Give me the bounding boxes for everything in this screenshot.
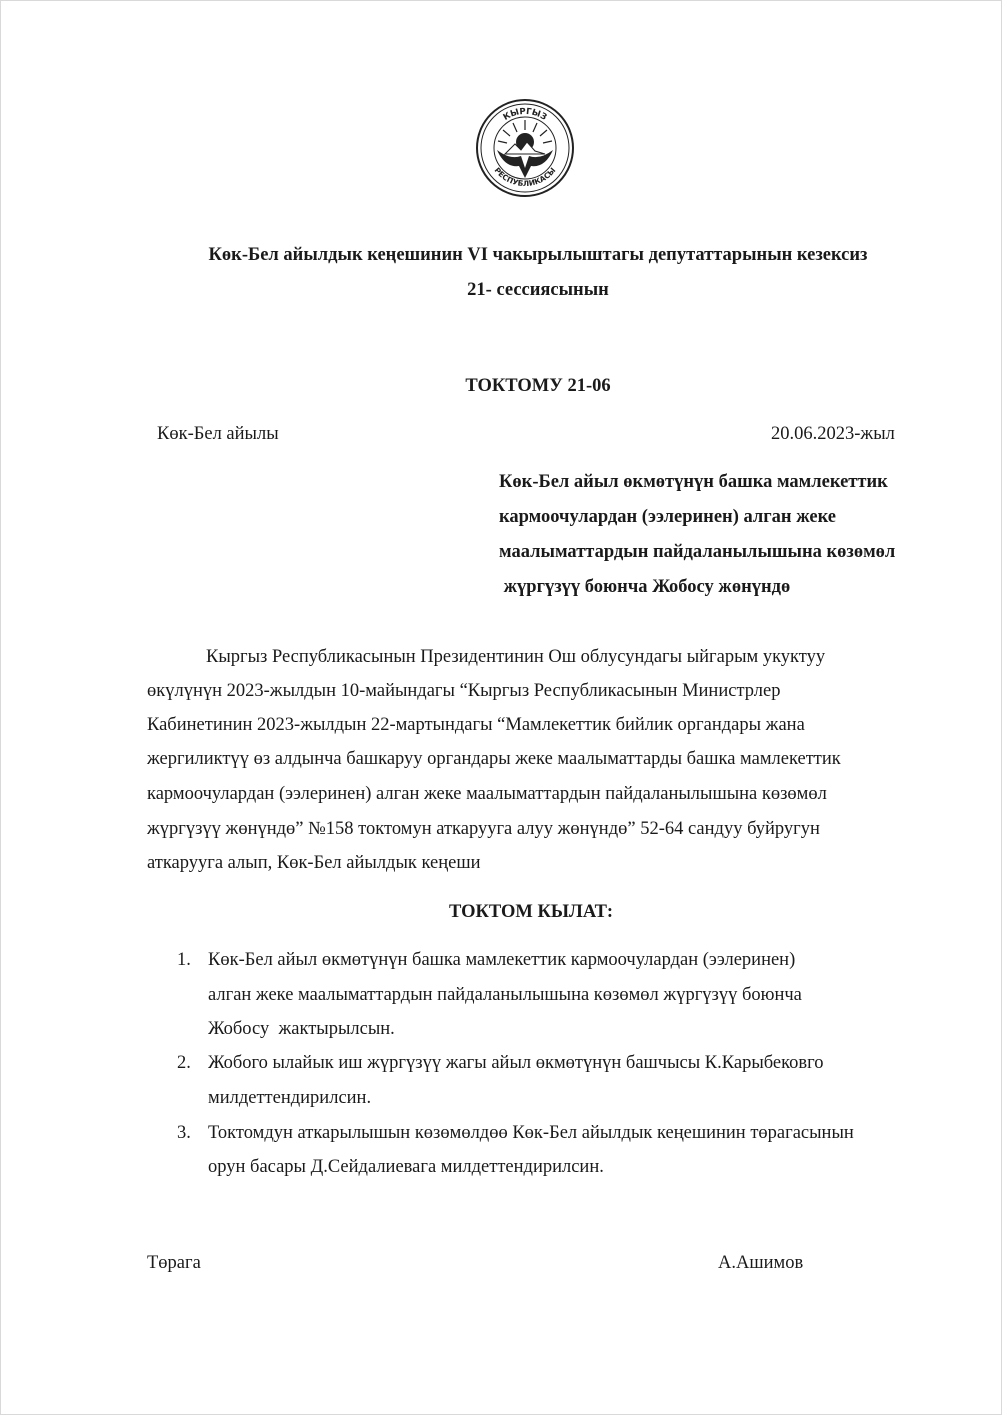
header-line-2: 21- сессиясынын bbox=[467, 280, 609, 300]
body-line: Кабинетинин 2023-жылдын 22-мартындагы “Мамлекеттик бийлик органдары жана bbox=[147, 715, 805, 735]
item-line: Көк-Бел айыл өкмөтүнүн башка мамлекеттик кармоочулардан (ээлеринен) bbox=[208, 950, 796, 970]
item-line: орун басары Д.Сейдалиевага милдеттендирилсин. bbox=[208, 1157, 604, 1177]
body-line: аткарууга алып, Көк-Бел айылдык кеңеши bbox=[147, 853, 481, 873]
body-line: жүргүзүү жөнүндө” №158 токтомун аткарууга алуу жөнүндө” 52-64 сандуу буйругун bbox=[147, 819, 820, 839]
decision-title: ТОКТОМ КЫЛАТ: bbox=[449, 902, 614, 922]
document-date: 20.06.2023-жыл bbox=[771, 424, 895, 444]
subject-line: Көк-Бел айыл өкмөтүнүн башка мамлекеттик bbox=[499, 472, 888, 492]
subject-line: кармоочулардан (ээлеринен) алган жеке bbox=[499, 507, 836, 527]
body-line: Кыргыз Республикасынын Президентинин Ош облусундагы ыйгарым укуктуу bbox=[206, 647, 826, 667]
item-line: Жобого ылайык иш жүргүзүү жагы айыл өкмөтүнүн башчысы К.Карыбековго bbox=[208, 1053, 824, 1073]
item-number: 3. bbox=[177, 1123, 191, 1143]
subject-line: жүргүзүү боюнча Жобосу жөнүндө bbox=[499, 577, 791, 597]
kyrgyz-emblem-seal bbox=[475, 98, 575, 198]
body-line: жергиликтүү өз алдынча башкаруу органдары жеке маалыматтарды башка мамлекеттик bbox=[147, 749, 841, 769]
signature-name: А.Ашимов bbox=[718, 1253, 804, 1273]
item-line: Токтомдун аткарылышын көзөмөлдөө Көк-Бел айылдык кеңешинин төрагасынын bbox=[208, 1123, 854, 1143]
seal-bottom-text: РЕСПУБЛИКАСЫ bbox=[492, 165, 558, 189]
item-line: алган жеке маалыматтардын пайдаланылышына көзөмөл жүргүзүү боюнча bbox=[208, 985, 802, 1005]
subject-line: маалыматтардын пайдаланылышына көзөмөл bbox=[499, 542, 896, 562]
signature-role: Төрага bbox=[147, 1253, 201, 1273]
body-line: өкүлүнүн 2023-жылдын 10-майындагы “Кыргыз Республикасынын Министрлер bbox=[147, 681, 781, 701]
seal-top-text: КЫРГЫЗ bbox=[501, 106, 549, 123]
place-label: Көк-Бел айылы bbox=[157, 424, 279, 444]
header-line-1: Көк-Бел айылдык кеңешинин VI чакырылыштагы депутаттарынын кезексиз bbox=[208, 245, 868, 265]
body-line: кармоочулардан (ээлеринен) алган жеке маалыматтардын пайдаланылышына көзөмөл bbox=[147, 784, 827, 804]
item-line: милдеттендирилсин. bbox=[208, 1088, 372, 1108]
item-number: 2. bbox=[177, 1053, 191, 1073]
item-line: Жобосу жактырылсын. bbox=[208, 1019, 395, 1039]
item-number: 1. bbox=[177, 950, 191, 970]
document-title: ТОКТОМУ 21-06 bbox=[465, 376, 611, 396]
